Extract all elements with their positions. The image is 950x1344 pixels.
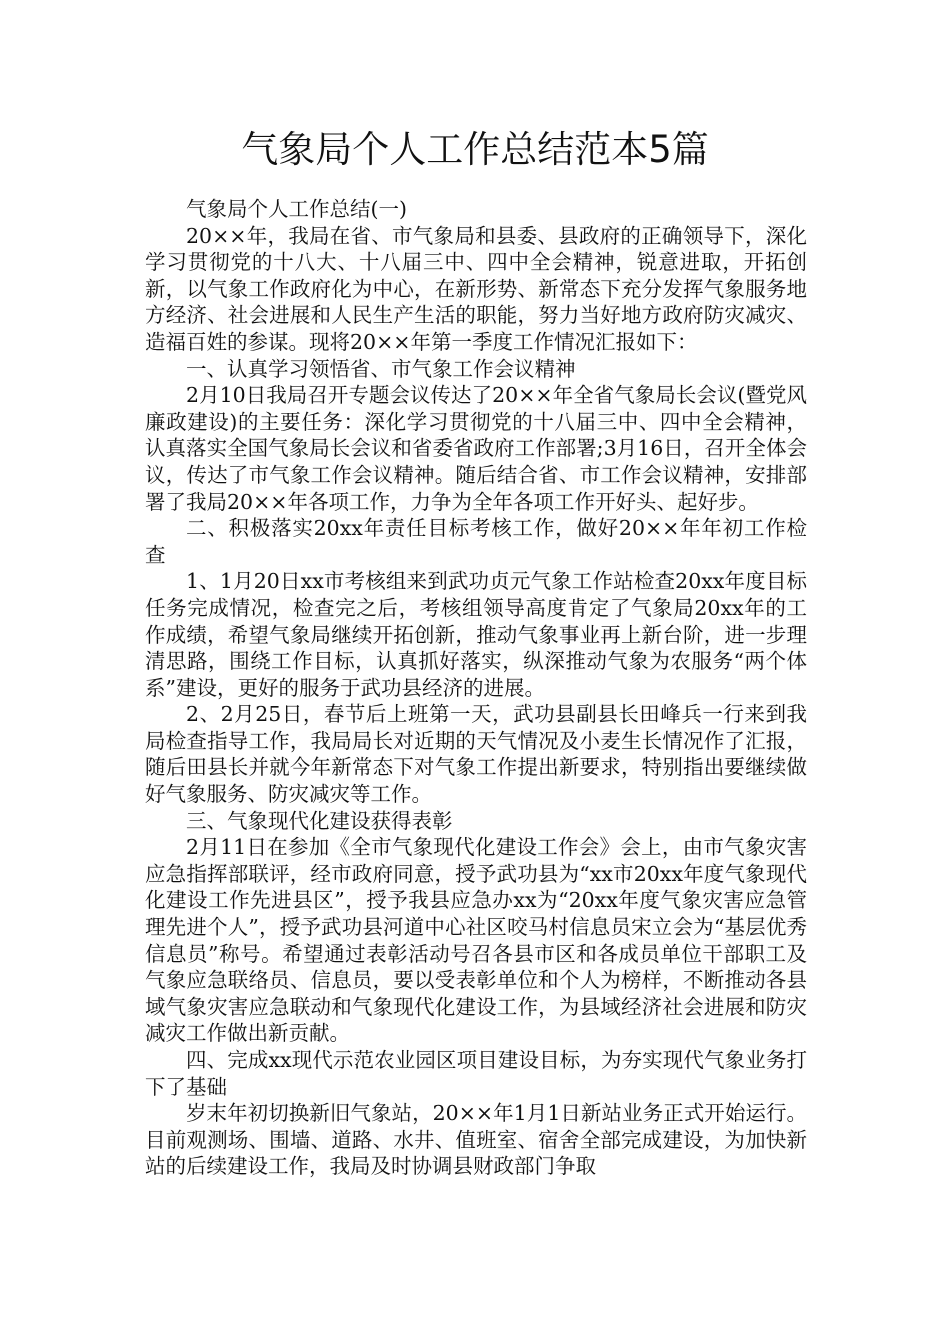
body-paragraph: 2月10日我局召开专题会议传达了20××年全省气象局长会议(暨党风廉政建设)的主要任务：深化学习贯彻党的十八届三中、四中全会精神，认真落实全国气象局长会议和省委省政府工作部署;3月16日，召开全体会议，传达了市气象工作会议精神。随后结合省、市工作会议精神，安排部署了我局20××年各项工作，力争为全年各项工作开好头、起好步。 [145, 383, 807, 514]
document-title: 气象局个人工作总结范本5篇 [241, 128, 709, 171]
section-subtitle: 气象局个人工作总结(一) [186, 197, 407, 221]
body-paragraph: 岁末年初切换新旧气象站，20××年1月1日新站业务正式开始运行。目前观测场、围墙、道路、水井、值班室、宿舍全部完成建设，为加快新站的后续建设工作，我局及时协调县财政部门争取 [145, 1101, 807, 1179]
body-paragraph: 2月11日在参加《全市气象现代化建设工作会》会上，由市气象灾害应急指挥部联评，经市政府同意，授予武功县为“xx市20xx年度气象现代化建设工作先进县区”，授予我县应急办xx为“20xx年度气象灾害应急管理先进个人”，授予武功县河道中心社区咬马村信息员宋立会为“基层优秀信息员”称号。希望通过表彰活动号召各县市区和各成员单位干部职工及气象应急联络员、信息员，要以受表彰单位和个人为榜样，不断推动各县域气象灾害应急联动和气象现代化建设工作，为县域经济社会进展和防灾减灾工作做出新贡献。 [145, 835, 807, 1046]
section-heading: 二、积极落实20xx年责任目标考核工作，做好20××年年初工作检查 [145, 516, 807, 567]
section-heading: 四、完成xx现代示范农业园区项目建设目标，为夯实现代气象业务打下了基础 [145, 1048, 807, 1099]
body-paragraph: 1、1月20日xx市考核组来到武功贞元气象工作站检查20xx年度目标任务完成情况，检查完之后，考核组领导高度肯定了气象局20xx年的工作成绩，希望气象局继续开拓创新，推动气象事业再上新台阶，进一步理清思路，围绕工作目标，认真抓好落实，纵深推动气象为农服务“两个体系”建设，更好的服务于武功县经济的进展。 [145, 569, 807, 700]
body-paragraph: 20××年，我局在省、市气象局和县委、县政府的正确领导下，深化学习贯彻党的十八大、十八届三中、四中全会精神，锐意进取，开拓创新，以气象工作政府化为中心，在新形势、新常态下充分发挥气象服务地方经济、社会进展和人民生产生活的职能，努力当好地方政府防灾减灾、造福百姓的参谋。现将20××年第一季度工作情况汇报如下： [145, 223, 807, 354]
body-paragraph: 2、2月25日，春节后上班第一天，武功县副县长田峰兵一行来到我局检查指导工作，我局局长对近期的天气情况及小麦生长情况作了汇报，随后田县长并就今年新常态下对气象工作提出新要求，特别指出要继续做好气象服务、防灾减灾等工作。 [145, 702, 807, 807]
document-body [145, 196, 807, 1180]
section-heading: 三、气象现代化建设获得表彰 [186, 808, 453, 833]
section-heading: 一、认真学习领悟省、市气象工作会议精神 [186, 356, 576, 381]
